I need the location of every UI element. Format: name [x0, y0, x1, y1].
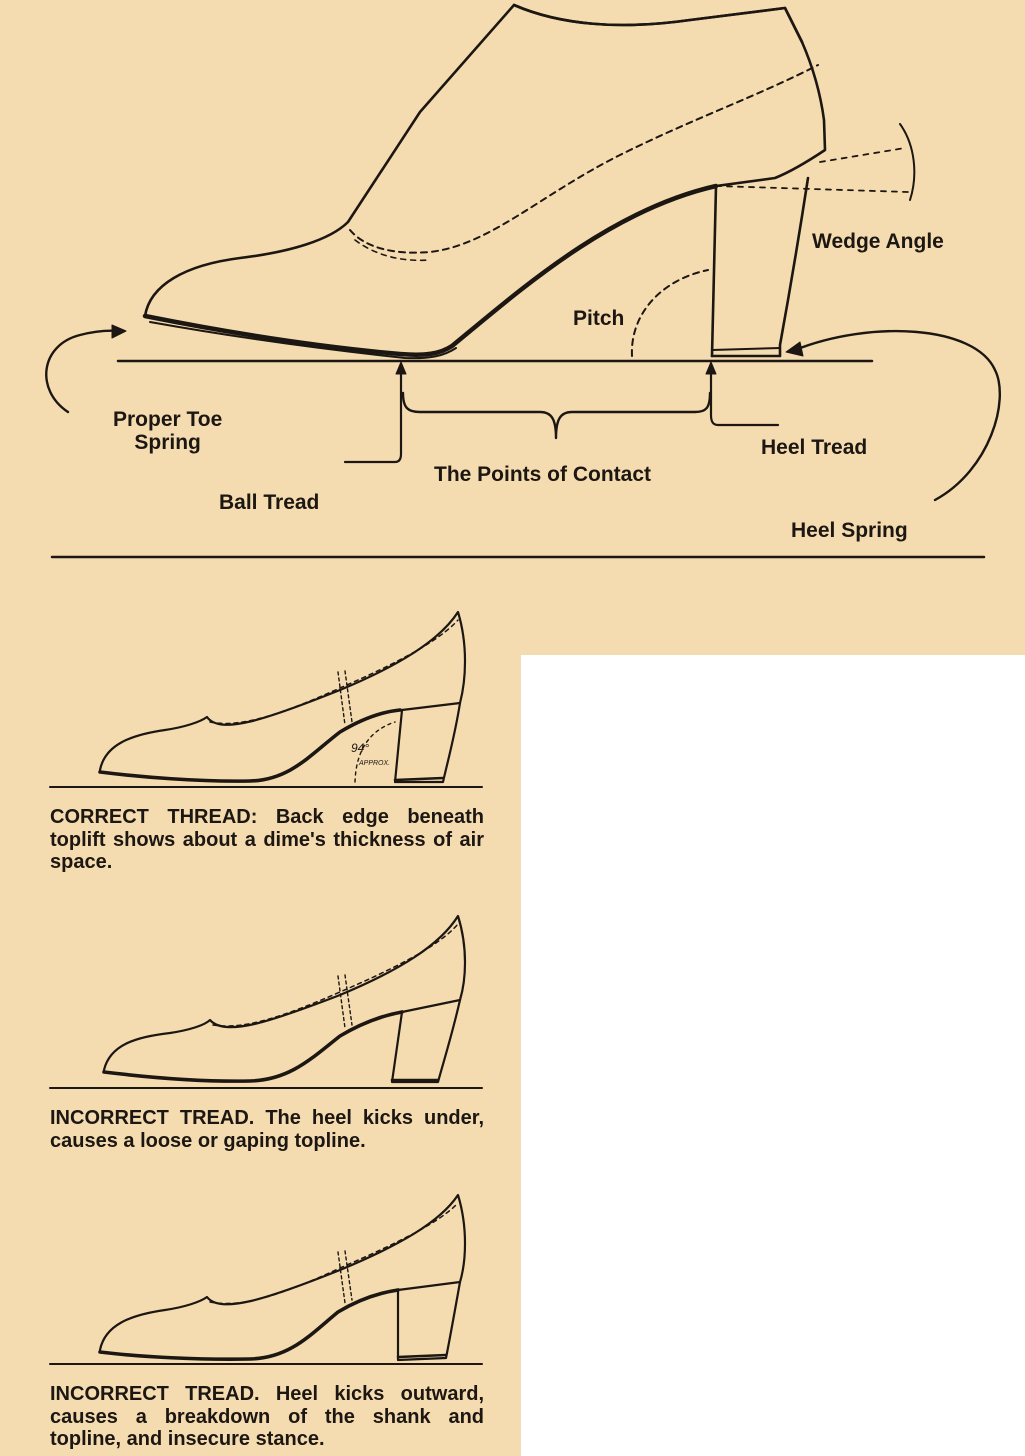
heel-front	[712, 186, 716, 356]
example-shoe-incorrect-outward	[50, 1195, 482, 1364]
label-points-of-contact: The Points of Contact	[434, 463, 651, 486]
label-heel-tread: Heel Tread	[761, 436, 868, 459]
ball-tread-pointer	[345, 372, 401, 462]
angle-note: 94°	[351, 741, 370, 755]
wedge-angle-arc	[900, 124, 914, 200]
label-ball-tread: Ball Tread	[219, 491, 320, 514]
label-proper-toe-spring: Proper Toe Spring	[113, 408, 223, 454]
heel-tread-pointer	[711, 372, 778, 425]
heel-back	[712, 178, 808, 356]
example-shoe-correct	[50, 612, 482, 787]
label-heel-spring: Heel Spring	[791, 519, 908, 542]
example-shoe-incorrect-under	[50, 916, 482, 1088]
sole-shank	[145, 186, 716, 355]
upper-outline	[145, 5, 825, 316]
label-wedge-angle: Wedge Angle	[812, 230, 944, 253]
caption-incorrect-tread-under: INCORRECT TREAD. The heel kicks under, causes a loose or gaping topline.	[50, 1107, 484, 1152]
stitching	[350, 65, 818, 253]
caption-incorrect-tread-outward: INCORRECT TREAD. Heel kicks outward, causes a breakdown of the shank and topline, and insecure stance.	[50, 1383, 484, 1450]
approx-note: APPROX.	[359, 760, 391, 767]
heel-spring-arrow	[795, 331, 1000, 500]
points-of-contact-brace	[403, 393, 710, 438]
caption-correct-tread: CORRECT THREAD: Back edge beneath toplift shows about a dime's thickness of air space.	[50, 806, 484, 873]
label-pitch: Pitch	[573, 307, 625, 330]
pitch-arc	[632, 270, 708, 356]
toe-spring-arrow	[46, 331, 120, 412]
